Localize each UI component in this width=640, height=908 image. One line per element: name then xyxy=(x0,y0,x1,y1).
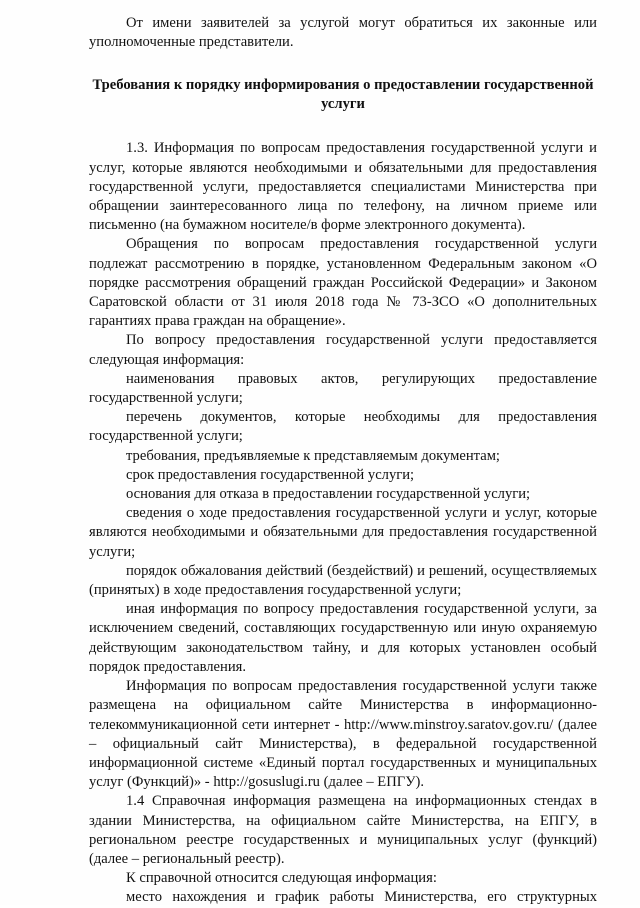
paragraph-location: место нахождения и график работы Министерства, его структурных xyxy=(126,889,597,906)
paragraph-representatives: От имени заявителей за услугой могут обратиться их законные или уполномоченные представители. xyxy=(89,15,597,51)
paragraph-appeals: Обращения по вопросам предоставления государственной услуги подлежат рассмотрению в порядке, установленном Федеральным законом «О порядке рассмотрения обращений граждан Российской Федерации» и Законом Саратовской области от 31 июля 2018 года № 73-ЗСО «О дополнительных гарантиях права граждан на обращение». xyxy=(89,236,597,330)
list-item-progress: сведения о ходе предоставления государственной услуги и услуг, которые являются необходимыми и обязательными для предоставления государственной услуги; xyxy=(89,505,597,560)
list-item-appeal-procedure: порядок обжалования действий (бездействий) и решений, осуществляемых (принятых) в ходе предоставления государственной услуги; xyxy=(89,562,597,599)
list-item-legal-acts: наименования правовых актов, регулирующих предоставление государственной услуги; xyxy=(89,370,597,407)
list-item-other-info: иная информация по вопросу предоставления государственной услуги, за исключением сведений, составляющих государственную или иную охраняемую действующим законодательством тайну, и для которых установлен особый порядок предоставления. xyxy=(89,601,597,675)
paragraph-reference-info: К справочной относится следующая информация: xyxy=(126,870,437,887)
list-item-requirements: требования, предъявляемые к представляемым документам; xyxy=(126,447,500,464)
document-body xyxy=(89,14,597,908)
paragraph-info-provided: По вопросу предоставления государственной услуги предоставляется следующая информация: xyxy=(89,332,597,368)
list-item-term: срок предоставления государственной услуги; xyxy=(126,466,415,483)
list-item-refusal: основания для отказа в предоставлении государственной услуги; xyxy=(126,486,531,503)
paragraph-1-4: 1.4 Справочная информация размещена на информационных стендах в здании Министерства, на официальном сайте Министерства, на ЕПГУ, в региональном реестре государственных и муниципальных услуг (функций) (далее – региональный реестр). xyxy=(89,793,597,867)
section-heading: Требования к порядку информирования о предоставлении государственной услуги xyxy=(92,77,594,112)
paragraph-1-3: 1.3. Информация по вопросам предоставления государственной услуги и услуг, которые являются необходимыми и обязательными для предоставления государственной услуги, предоставляется специалистами Министерства при обращении заинтересованного лица по телефону, на личном приеме или письменно (на бумажном носителе/в форме электронного документа). xyxy=(89,140,597,234)
list-item-documents: перечень документов, которые необходимы для предоставления государственной услуги; xyxy=(89,409,597,445)
paragraph-website: Информация по вопросам предоставления государственной услуги также размещена на официальном сайте Министерства в информационно-телекоммуникационной сети интернет - http://www.minstroy.saratov.gov.ru/ (далее – официальный сайт Министерства), в федеральной государственной информационной системе «Единый портал государственных и муниципальных услуг (Функций)» - http://gosuslugi.ru (далее – ЕПГУ). xyxy=(89,678,597,791)
